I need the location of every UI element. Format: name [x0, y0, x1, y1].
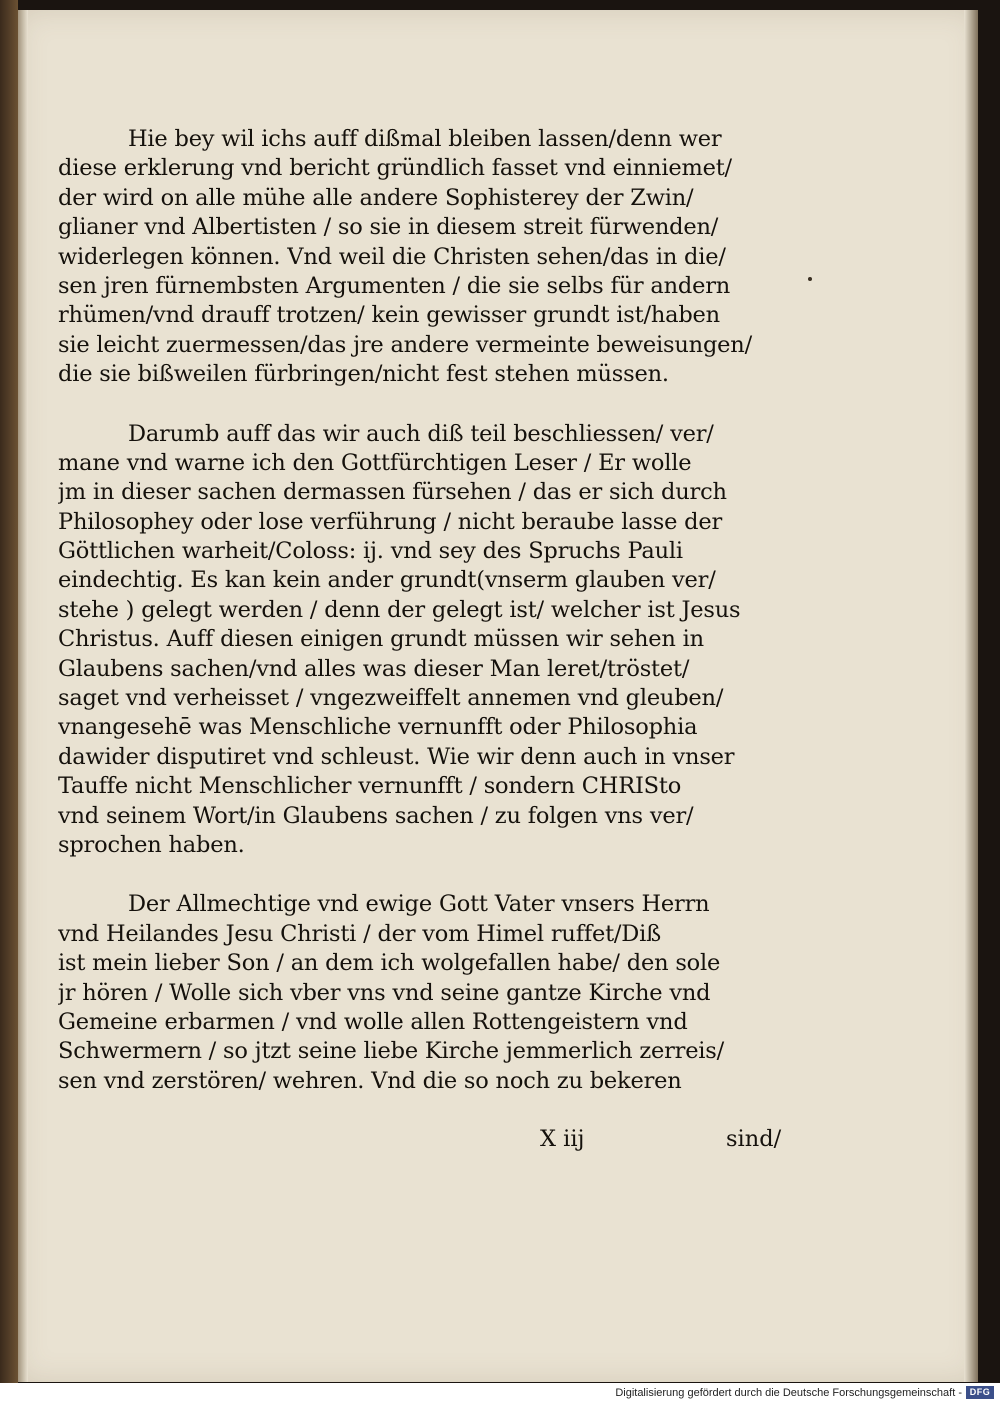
- paragraph: [58, 125, 798, 390]
- text-line: Der Allmechtige vnd ewige Gott Vater vnsers Herrn: [128, 891, 710, 918]
- text-line: rhümen/vnd drauff trotzen/ kein gewisser grundt ist/haben: [58, 302, 720, 329]
- text-line: diese erklerung vnd bericht gründlich fasset vnd einniemet/: [58, 155, 732, 182]
- page-edge-shadow-right: [964, 10, 978, 1382]
- funding-credit: Digitalisierung gefördert durch die Deutsche Forschungsgemeinschaft -: [615, 1387, 962, 1399]
- text-line: Gemeine erbarmen / vnd wolle allen Rottengeistern vnd: [58, 1008, 688, 1035]
- dfg-logo-icon: DFG: [966, 1386, 994, 1399]
- text-line: vnd Heilandes Jesu Christi / der vom Himel ruffet/Diß: [58, 920, 661, 947]
- text-line: Schwermern / so jtzt seine liebe Kirche jemmerlich zerreis/: [58, 1038, 725, 1065]
- text-line: vnd seinem Wort/in Glaubens sachen / zu folgen vns ver/: [58, 802, 694, 829]
- text-line: saget vnd verheisset / vngezweiffelt annemen vnd gleuben/: [58, 685, 724, 712]
- paragraph-gap: [58, 390, 798, 420]
- margin-ink-mark: [808, 277, 812, 281]
- text-line: dawider disputiret vnd schleust. Wie wir denn auch in vnser: [58, 743, 735, 770]
- digitization-footer: [0, 1383, 1000, 1403]
- text-line: sen jren fürnembsten Argumenten / die sie selbs für andern: [58, 272, 731, 299]
- text-line: sie leicht zuermessen/das jre andere vermeinte beweisungen/: [58, 331, 752, 358]
- text-line: glianer vnd Albertisten / so sie in diesem streit fürwenden/: [58, 214, 719, 241]
- paragraph: [58, 890, 798, 1096]
- signature-mark: X iij: [540, 1126, 585, 1152]
- text-line: stehe ) gelegt werden / denn der gelegt ist/ welcher ist Jesus: [58, 596, 741, 623]
- page-edge-shadow-left: [18, 10, 28, 1382]
- text-line: widerlegen können. Vnd weil die Christen sehen/das in die/: [58, 243, 726, 270]
- book-binding: [0, 0, 18, 1383]
- paragraph: [58, 420, 798, 861]
- text-line: eindechtig. Es kan kein ander grundt(vnserm glauben ver/: [58, 567, 716, 594]
- text-line: der wird on alle mühe alle andere Sophisterey der Zwin/: [58, 184, 694, 211]
- paragraph-gap: [58, 860, 798, 890]
- text-line: Glaubens sachen/vnd alles was dieser Man leret/tröstet/: [58, 655, 690, 682]
- text-line: ist mein lieber Son / an dem ich wolgefallen habe/ den sole: [58, 950, 721, 977]
- text-line: Hie bey wil ichs auff dißmal bleiben lassen/denn wer: [128, 126, 722, 152]
- text-line: Philosophey oder lose verführung / nicht beraube lasse der: [58, 508, 723, 535]
- page-body-text: [58, 125, 798, 1096]
- text-line: Tauffe nicht Menschlicher vernunfft / sondern CHRISto: [58, 773, 682, 800]
- text-line: sen vnd zerstören/ wehren. Vnd die so noch zu bekeren: [58, 1067, 682, 1094]
- text-line: mane vnd warne ich den Gottfürchtigen Leser / Er wolle: [58, 449, 692, 476]
- catchword: sind/: [726, 1126, 782, 1152]
- text-line: Darumb auff das wir auch diß teil beschliessen/ ver/: [128, 420, 714, 447]
- text-line: jm in dieser sachen dermassen fürsehen / das er sich durch: [58, 479, 727, 506]
- text-line: sprochen haben.: [58, 831, 245, 858]
- text-line: die sie bißweilen fürbringen/nicht fest stehen müssen.: [58, 361, 669, 388]
- text-line: vnangesehē was Menschliche vernunfft oder Philosophia: [58, 714, 698, 741]
- text-line: Göttlichen warheit/Coloss: ij. vnd sey des Spruchs Pauli: [58, 538, 683, 565]
- text-line: jr hören / Wolle sich vber vns vnd seine gantze Kirche vnd: [58, 979, 711, 1006]
- text-line: Christus. Auff diesen einigen grundt müssen wir sehen in: [58, 626, 704, 653]
